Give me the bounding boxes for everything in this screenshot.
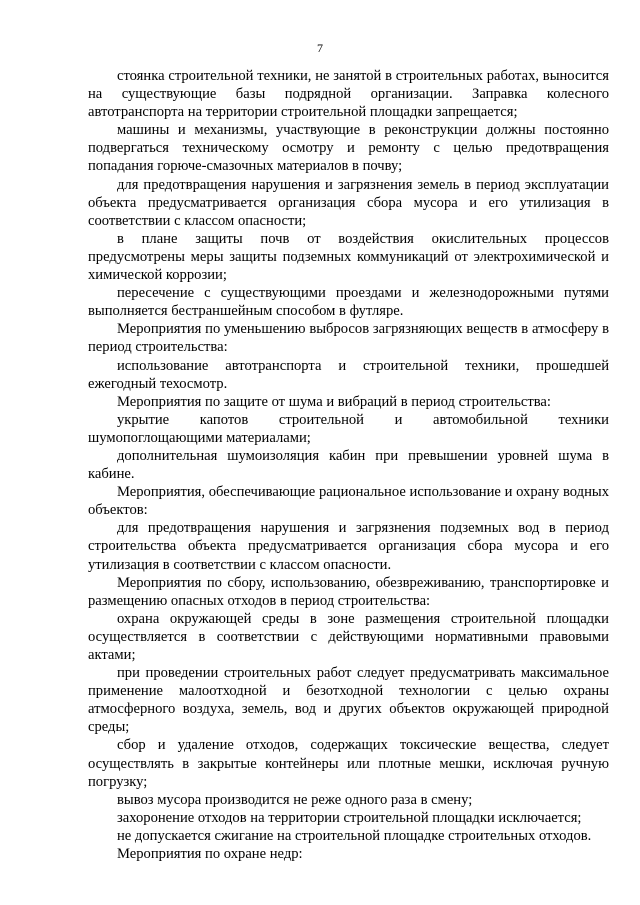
section-heading: Мероприятия по уменьшению выбросов загрязняющих веществ в атмосферу в период строительства: [88, 321, 609, 356]
paragraph: вывоз мусора производится не реже одного раза в смену; [117, 791, 473, 808]
section-heading: Мероприятия по сбору, использованию, обезвреживанию, транспортировке и размещению опасных отходов в период строительства: [88, 574, 609, 609]
paragraph: машины и механизмы, участвующие в реконструкции должны постоянно подвергаться техническому осмотру и ремонту с целью предотвращения попадания горюче-смазочных материалов в почву; [88, 122, 609, 175]
paragraph: сбор и удаление отходов, содержащих токсические вещества, следует осуществлять в закрытые контейнеры или плотные мешки, исключая ручную погрузку; [88, 737, 609, 790]
paragraph: использование автотранспорта и строительной техники, прошедшей ежегодный техосмотр. [88, 357, 609, 392]
paragraph: для предотвращения нарушения и загрязнения земель в период эксплуатации объекта предусматривается организация сбора мусора и его утилизация в соответствии с классом опасности; [88, 176, 609, 229]
paragraph: захоронение отходов на территории строительной площадки исключается; [117, 809, 582, 826]
paragraph: укрытие капотов строительной и автомобильной техники шумопоглощающими материалами; [88, 411, 609, 446]
paragraph: при проведении строительных работ следует предусматривать максимальное применение малоотходной и безотходной технологии с целью охраны атмосферного воздуха, земель, вод и других объектов окружающей природной среды; [88, 665, 609, 736]
paragraph: охрана окружающей среды в зоне размещения строительной площадки осуществляется в соответствии с действующими нормативными правовыми актами; [88, 610, 609, 663]
page-number: 7 [317, 41, 323, 55]
paragraph: для предотвращения нарушения и загрязнения подземных вод в период строительства объекта предусматривается организация сбора мусора и его утилизация в соответствии с классом опасности. [88, 520, 609, 573]
paragraph: не допускается сжигание на строительной площадке строительных отходов. [117, 827, 592, 844]
section-heading: Мероприятия, обеспечивающие рациональное использование и охрану водных объектов: [88, 484, 609, 519]
paragraph: пересечение с существующими проездами и железнодорожными путями выполняется бестраншейным способом в футляре. [88, 285, 609, 320]
paragraph: стоянка строительной техники, не занятой в строительных работах, выносится на существующие базы подрядной организации. Заправка колесного автотранспорта на территории строительной площадки запрещается; [88, 68, 609, 121]
document-body [88, 67, 609, 863]
paragraph: дополнительная шумоизоляция кабин при превышении уровней шума в кабине. [88, 447, 609, 483]
paragraph: в плане защиты почв от воздействия окислительных процессов предусмотрены меры защиты подземных коммуникаций от электрохимической и химической коррозии; [88, 230, 609, 284]
section-heading: Мероприятия по защите от шума и вибраций в период строительства: [117, 393, 551, 410]
section-heading: Мероприятия по охране недр: [117, 846, 303, 863]
